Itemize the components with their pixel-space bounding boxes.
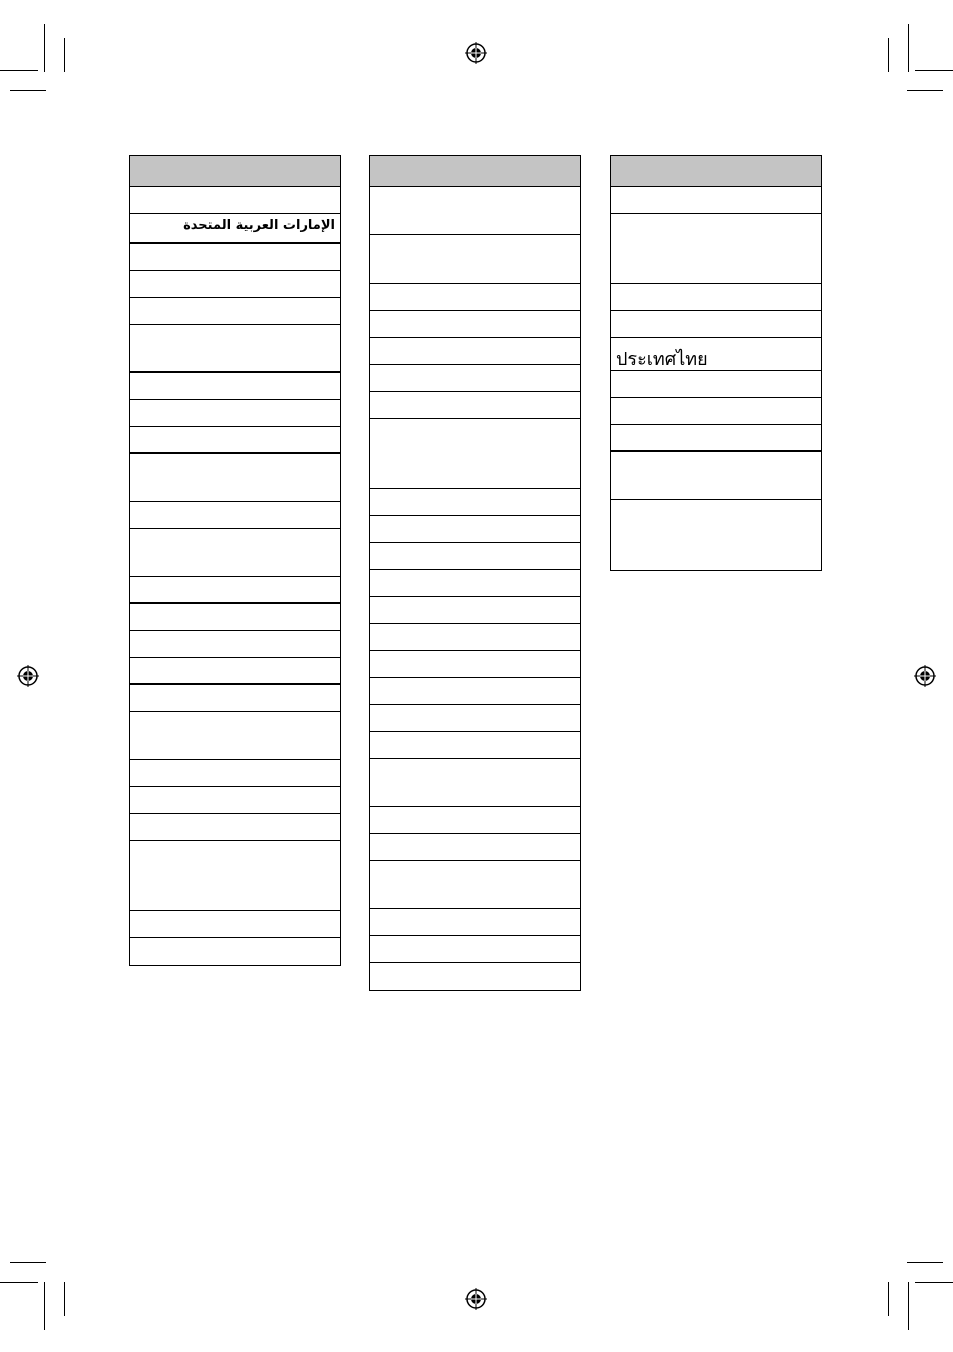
table-row <box>370 419 580 489</box>
registration-mark-icon <box>465 1288 487 1310</box>
crop-mark-icon <box>907 90 943 91</box>
table-row <box>130 760 340 787</box>
table-row <box>130 373 340 400</box>
crop-mark-icon <box>888 38 889 72</box>
table-row <box>611 187 821 214</box>
table-row <box>611 500 821 570</box>
table-row <box>370 516 580 543</box>
table-row <box>370 187 580 235</box>
table-row <box>370 759 580 807</box>
table-row <box>130 271 340 298</box>
table-row <box>130 604 340 631</box>
table-row <box>370 909 580 936</box>
crop-mark-icon <box>915 1282 953 1283</box>
table-header <box>130 156 340 187</box>
table-row <box>130 529 340 577</box>
table-left <box>129 155 341 966</box>
crop-mark-icon <box>0 1282 38 1283</box>
table-row <box>370 570 580 597</box>
table-middle <box>369 155 581 991</box>
table-right <box>610 155 822 571</box>
table-row <box>130 911 340 938</box>
table-row <box>130 187 340 214</box>
table-row <box>130 214 340 244</box>
table-row <box>130 938 340 965</box>
table-header <box>611 156 821 187</box>
table-row <box>370 732 580 759</box>
table-row <box>611 284 821 311</box>
crop-mark-icon <box>10 1262 46 1263</box>
registration-mark-icon <box>17 665 39 687</box>
table-header <box>370 156 580 187</box>
table-row <box>611 452 821 500</box>
table-row <box>611 214 821 284</box>
table-row <box>370 834 580 861</box>
table-row <box>130 712 340 760</box>
table-row <box>130 325 340 373</box>
crop-mark-icon <box>0 70 38 71</box>
table-row <box>370 678 580 705</box>
table-row <box>611 311 821 338</box>
table-row <box>370 338 580 365</box>
table-row <box>370 861 580 909</box>
table-cell: ประเทศไทย <box>616 349 708 370</box>
table-row <box>130 631 340 658</box>
crop-mark-icon <box>10 90 46 91</box>
table-row <box>370 489 580 516</box>
table-row <box>130 427 340 454</box>
crop-mark-icon <box>915 70 953 71</box>
table-cell: الإمارات العربية المتحدة <box>183 218 335 233</box>
table-row <box>130 244 340 271</box>
table-row <box>370 624 580 651</box>
crop-mark-icon <box>908 24 909 72</box>
table-row <box>370 705 580 732</box>
table-row <box>130 577 340 604</box>
crop-mark-icon <box>44 24 45 72</box>
table-row <box>611 425 821 452</box>
registration-mark-icon <box>465 42 487 64</box>
table-row <box>130 841 340 911</box>
table-row <box>370 807 580 834</box>
table-row <box>611 338 821 371</box>
table-row <box>130 298 340 325</box>
table-row <box>130 658 340 685</box>
table-row <box>130 685 340 712</box>
table-row <box>130 814 340 841</box>
crop-mark-icon <box>44 1282 45 1330</box>
crop-mark-icon <box>908 1282 909 1330</box>
table-row <box>370 392 580 419</box>
table-row <box>370 936 580 963</box>
crop-mark-icon <box>888 1282 889 1316</box>
registration-mark-icon <box>914 665 936 687</box>
table-row <box>370 311 580 338</box>
table-row <box>370 235 580 284</box>
crop-mark-icon <box>64 38 65 72</box>
table-row <box>611 371 821 398</box>
table-row <box>370 284 580 311</box>
table-row <box>130 454 340 502</box>
table-row <box>130 502 340 529</box>
table-row <box>611 398 821 425</box>
crop-mark-icon <box>907 1262 943 1263</box>
table-row <box>370 963 580 990</box>
table-row <box>370 543 580 570</box>
table-row <box>370 597 580 624</box>
table-row <box>370 651 580 678</box>
table-row <box>370 365 580 392</box>
table-row <box>130 787 340 814</box>
crop-mark-icon <box>64 1282 65 1316</box>
table-row <box>130 400 340 427</box>
